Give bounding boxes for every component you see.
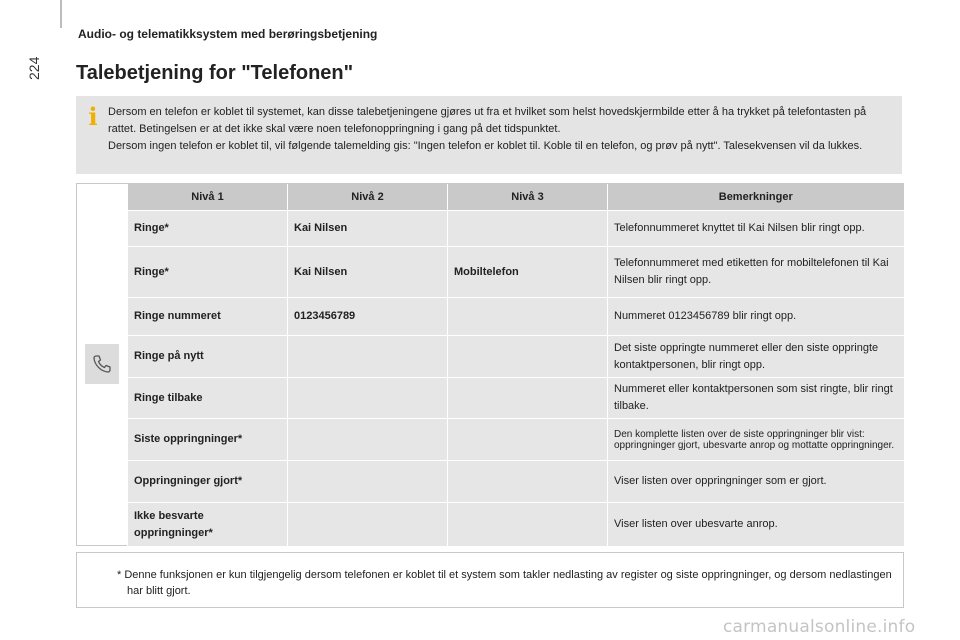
cell-level-3 bbox=[448, 336, 608, 378]
cell-level-3 bbox=[448, 211, 608, 247]
cell-remark: Viser listen over ubesvarte anrop. bbox=[608, 503, 904, 547]
cell-remark: Den komplette listen over de siste oppringninger blir vist: oppringninger gjort, ubesvarte anrop og mottatte oppringninger. bbox=[608, 419, 904, 461]
cell-remark: Viser listen over oppringninger som er gjort. bbox=[608, 461, 904, 503]
table-row bbox=[128, 247, 904, 298]
cell-level-1: Ikke besvarte oppringninger* bbox=[128, 503, 288, 547]
cell-level-2 bbox=[288, 378, 448, 419]
table-row bbox=[128, 378, 904, 419]
cell-remark: Nummeret eller kontaktpersonen som sist ringte, blir ringt tilbake. bbox=[608, 378, 904, 419]
page-number: 224 bbox=[26, 56, 42, 80]
cell-remark: Telefonnummeret knyttet til Kai Nilsen blir ringt opp. bbox=[608, 211, 904, 247]
info-paragraph-2: Dersom ingen telefon er koblet til, vil følgende talemelding gis: "Ingen telefon er koblet til. Koble til en telefon, og prøv på nytt". Talesekvensen vil da lukkes. bbox=[108, 140, 863, 152]
cell-level-2 bbox=[288, 336, 448, 378]
info-paragraph-1: Dersom en telefon er koblet til systemet, kan disse talebetjeningene gjøres ut fra et hvilket som helst hovedskjermbilde etter å ha trykket på telefontasten på rattet. Betingelsen er at det ikke skal være noen telefonoppringning i gang på det tidspunktet. bbox=[108, 106, 867, 135]
info-text bbox=[108, 104, 888, 155]
cell-level-2 bbox=[288, 503, 448, 547]
phone-icon-tile bbox=[85, 344, 119, 384]
cell-level-2 bbox=[288, 461, 448, 503]
table-row bbox=[128, 503, 904, 547]
footnote-text: * Denne funksjonen er kun tilgjengelig dersom telefonen er koblet til et system som takler nedlasting av register og siste oppringninger, og dersom nedlastingen har blitt gjort. bbox=[117, 569, 892, 597]
cell-level-3 bbox=[448, 503, 608, 547]
cell-level-1: Ringe* bbox=[128, 211, 288, 247]
cell-level-1: Siste oppringninger* bbox=[128, 419, 288, 461]
table-row bbox=[128, 336, 904, 378]
cell-remark: Nummeret 0123456789 blir ringt opp. bbox=[608, 298, 904, 336]
cell-level-1: Ringe tilbake bbox=[128, 378, 288, 419]
cell-level-2: Kai Nilsen bbox=[288, 211, 448, 247]
cell-level-1: Ringe på nytt bbox=[128, 336, 288, 378]
cell-level-2 bbox=[288, 419, 448, 461]
watermark: carmanualsonline.info bbox=[723, 617, 916, 637]
table-header-row bbox=[128, 184, 904, 211]
header-level-1: Nivå 1 bbox=[128, 184, 288, 211]
commands-table bbox=[76, 183, 904, 546]
cell-level-3 bbox=[448, 461, 608, 503]
margin-rule bbox=[60, 0, 62, 28]
footnote-box bbox=[76, 552, 904, 608]
header-level-2: Nivå 2 bbox=[288, 184, 448, 211]
cell-level-2: Kai Nilsen bbox=[288, 247, 448, 298]
header-remarks: Bemerkninger bbox=[608, 184, 904, 211]
icon-column bbox=[77, 184, 127, 545]
cell-level-1: Ringe nummeret bbox=[128, 298, 288, 336]
phone-icon bbox=[92, 354, 112, 374]
table-row bbox=[128, 419, 904, 461]
info-icon: i bbox=[88, 102, 98, 131]
cell-level-3 bbox=[448, 298, 608, 336]
cell-level-3: Mobiltelefon bbox=[448, 247, 608, 298]
cell-level-3 bbox=[448, 419, 608, 461]
cell-remark: Det siste oppringte nummeret eller den siste oppringte kontaktpersonen, blir ringt opp. bbox=[608, 336, 904, 378]
cell-remark: Telefonnummeret med etiketten for mobiltelefonen til Kai Nilsen blir ringt opp. bbox=[608, 247, 904, 298]
table-row bbox=[128, 461, 904, 503]
page-title: Talebetjening for "Telefonen" bbox=[76, 62, 354, 84]
commands-grid bbox=[127, 184, 904, 547]
section-header: Audio- og telematikksystem med berøringsbetjening bbox=[78, 27, 378, 41]
cell-level-1: Oppringninger gjort* bbox=[128, 461, 288, 503]
cell-level-2: 0123456789 bbox=[288, 298, 448, 336]
cell-level-1: Ringe* bbox=[128, 247, 288, 298]
table-row bbox=[128, 211, 904, 247]
header-level-3: Nivå 3 bbox=[448, 184, 608, 211]
table-row bbox=[128, 298, 904, 336]
info-box bbox=[76, 96, 902, 174]
cell-level-3 bbox=[448, 378, 608, 419]
